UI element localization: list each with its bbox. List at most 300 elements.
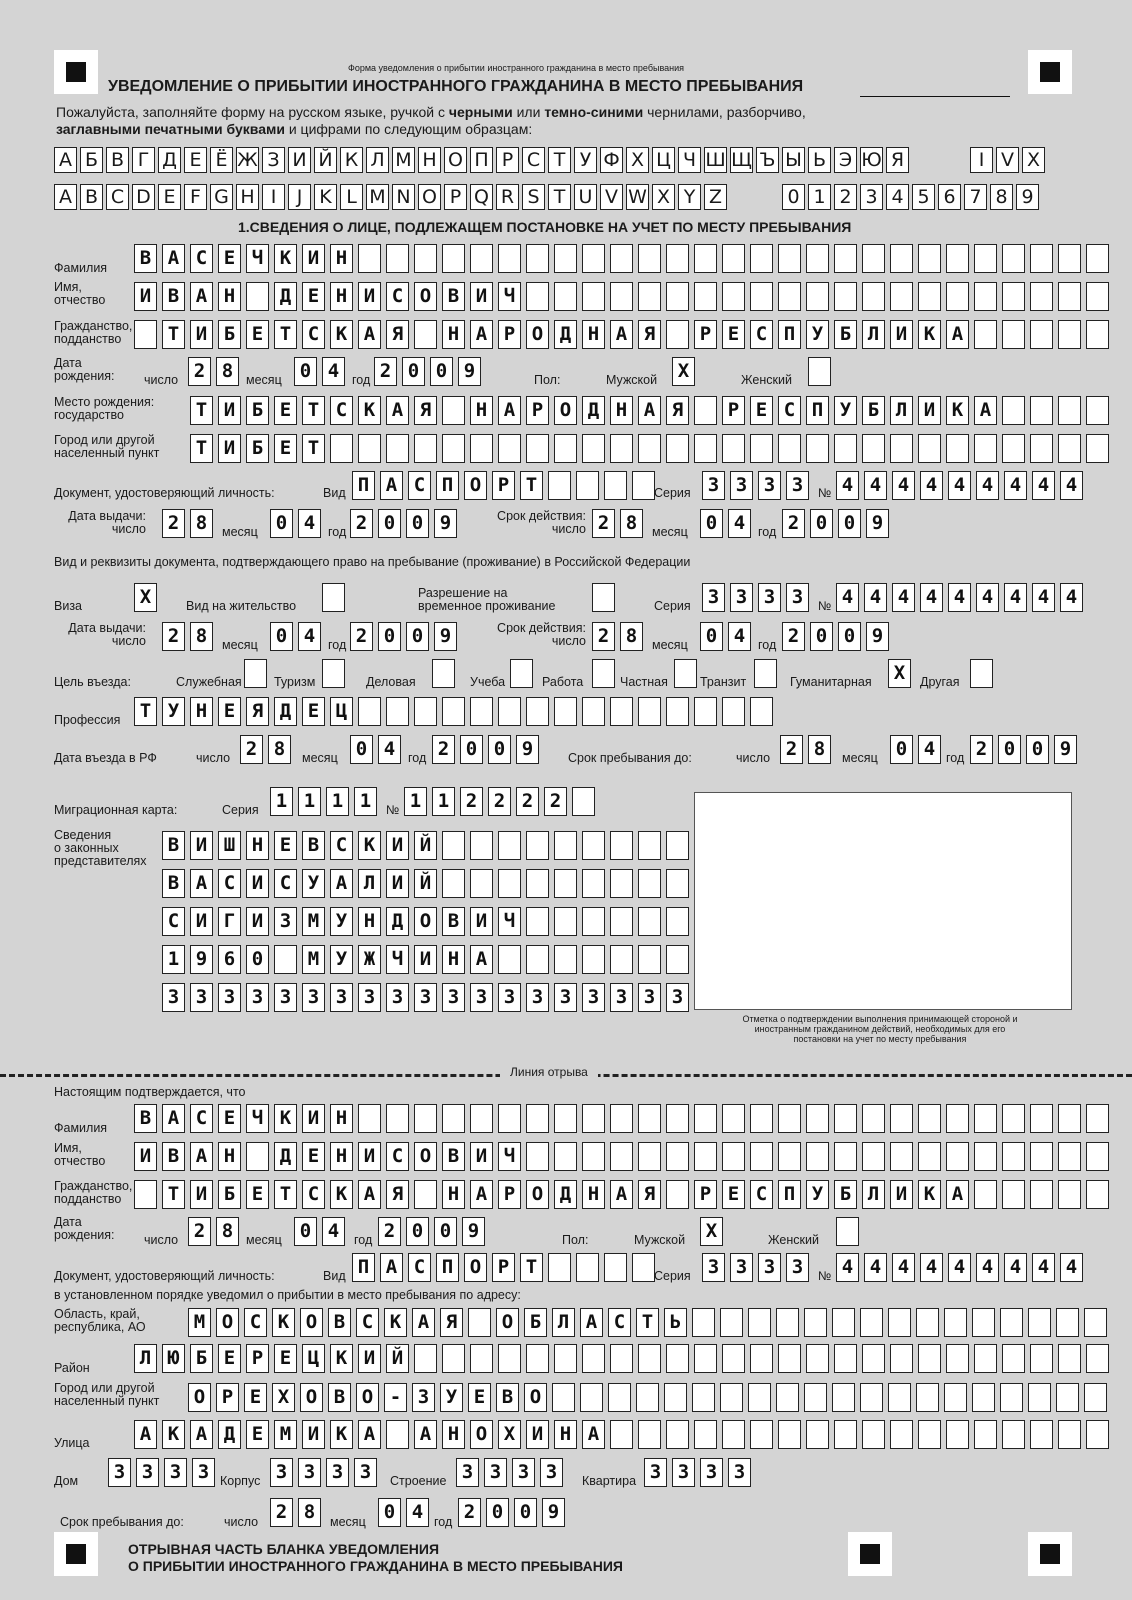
char-cell[interactable]: 9 — [462, 1217, 485, 1246]
char-cell[interactable] — [442, 396, 465, 425]
char-cell[interactable] — [974, 1142, 997, 1171]
char-cell[interactable] — [666, 697, 689, 726]
char-cell[interactable]: Й — [414, 831, 437, 860]
char-cell[interactable] — [890, 1104, 913, 1133]
char-cell[interactable]: Н — [330, 1104, 353, 1133]
char-cell[interactable]: 2 — [592, 622, 615, 651]
char-cell[interactable] — [694, 1104, 717, 1133]
char-cell[interactable] — [638, 697, 661, 726]
char-cell[interactable]: Б — [218, 1180, 241, 1209]
char-cell[interactable] — [748, 1308, 771, 1337]
char-cell[interactable]: 8 — [268, 735, 291, 764]
char-cell[interactable]: Ч — [246, 244, 269, 273]
char-cell[interactable] — [632, 1253, 655, 1282]
char-cell[interactable] — [778, 1142, 801, 1171]
char-cell[interactable]: А — [162, 244, 185, 273]
char-cell[interactable] — [1002, 244, 1025, 273]
char-cell[interactable]: А — [358, 320, 381, 349]
char-cell[interactable]: К — [384, 1308, 407, 1337]
char-cell[interactable]: 0 — [378, 509, 401, 538]
char-cell[interactable]: А — [330, 869, 353, 898]
char-cell[interactable] — [834, 1420, 857, 1449]
char-cell[interactable] — [666, 244, 689, 273]
migration-series-field[interactable] — [270, 787, 377, 816]
birth-year-field[interactable] — [374, 357, 481, 386]
char-cell[interactable]: 8 — [216, 1217, 239, 1246]
char-cell[interactable]: С — [330, 831, 353, 860]
char-cell[interactable]: Л — [862, 320, 885, 349]
char-cell[interactable] — [610, 907, 633, 936]
char-cell[interactable] — [754, 659, 777, 688]
char-cell[interactable]: 3 — [326, 1458, 349, 1487]
char-cell[interactable] — [1030, 1104, 1053, 1133]
char-cell[interactable]: О — [414, 1142, 437, 1171]
char-cell[interactable] — [1084, 1308, 1107, 1337]
char-cell[interactable]: 4 — [920, 1253, 943, 1282]
char-cell[interactable] — [414, 1104, 437, 1133]
char-cell[interactable] — [750, 1142, 773, 1171]
char-cell[interactable]: И — [246, 869, 269, 898]
char-cell[interactable] — [776, 1308, 799, 1337]
rep-line-5[interactable] — [162, 983, 689, 1012]
char-cell[interactable] — [748, 1383, 771, 1412]
char-cell[interactable]: 2 — [460, 787, 483, 816]
char-cell[interactable] — [832, 1383, 855, 1412]
char-cell[interactable]: В — [328, 1308, 351, 1337]
char-cell[interactable]: О — [496, 1308, 519, 1337]
char-cell[interactable] — [510, 659, 533, 688]
char-cell[interactable]: Е — [722, 320, 745, 349]
char-cell[interactable]: 0 — [378, 1498, 401, 1527]
stay-year-field[interactable] — [970, 735, 1077, 764]
char-cell[interactable] — [1030, 396, 1053, 425]
char-cell[interactable] — [638, 282, 661, 311]
char-cell[interactable] — [582, 907, 605, 936]
char-cell[interactable] — [1002, 320, 1025, 349]
char-cell[interactable]: 3 — [728, 1458, 751, 1487]
char-cell[interactable] — [580, 1383, 603, 1412]
char-cell[interactable]: 4 — [864, 471, 887, 500]
char-cell[interactable]: Е — [246, 1420, 269, 1449]
char-cell[interactable] — [610, 1104, 633, 1133]
char-cell[interactable]: 4 — [976, 471, 999, 500]
char-cell[interactable] — [582, 1142, 605, 1171]
char-cell[interactable]: Т — [274, 320, 297, 349]
char-cell[interactable] — [974, 1420, 997, 1449]
char-cell[interactable]: Н — [554, 1420, 577, 1449]
char-cell[interactable]: 9 — [434, 622, 457, 651]
char-cell[interactable] — [470, 1104, 493, 1133]
char-cell[interactable]: Я — [414, 396, 437, 425]
char-cell[interactable]: Ь — [664, 1308, 687, 1337]
char-cell[interactable]: 9 — [458, 357, 481, 386]
char-cell[interactable]: Н — [190, 697, 213, 726]
char-cell[interactable] — [610, 434, 633, 463]
char-cell[interactable]: Е — [218, 1344, 241, 1373]
char-cell[interactable]: Ю — [162, 1344, 185, 1373]
char-cell[interactable] — [1002, 282, 1025, 311]
char-cell[interactable]: А — [498, 396, 521, 425]
char-cell[interactable] — [498, 1344, 521, 1373]
char-cell[interactable] — [1058, 396, 1081, 425]
char-cell[interactable]: 3 — [386, 983, 409, 1012]
char-cell[interactable] — [722, 282, 745, 311]
char-cell[interactable] — [638, 1420, 661, 1449]
char-cell[interactable]: И — [134, 282, 157, 311]
char-cell[interactable] — [666, 1420, 689, 1449]
char-cell[interactable]: 3 — [786, 1253, 809, 1282]
char-cell[interactable]: Н — [582, 320, 605, 349]
char-cell[interactable]: П — [352, 1253, 375, 1282]
char-cell[interactable]: 6 — [218, 945, 241, 974]
char-cell[interactable] — [862, 1142, 885, 1171]
char-cell[interactable] — [1030, 1180, 1053, 1209]
char-cell[interactable] — [582, 945, 605, 974]
char-cell[interactable] — [666, 1142, 689, 1171]
char-cell[interactable] — [666, 869, 689, 898]
purpose-checkbox-private[interactable] — [674, 659, 697, 688]
char-cell[interactable] — [470, 1344, 493, 1373]
char-cell[interactable]: 4 — [836, 1253, 859, 1282]
char-cell[interactable]: Е — [274, 831, 297, 860]
char-cell[interactable] — [554, 1104, 577, 1133]
char-cell[interactable] — [750, 1104, 773, 1133]
char-cell[interactable] — [778, 434, 801, 463]
char-cell[interactable]: 3 — [758, 471, 781, 500]
char-cell[interactable]: О — [414, 907, 437, 936]
male-checkbox[interactable] — [672, 357, 695, 386]
char-cell[interactable]: 4 — [892, 471, 915, 500]
char-cell[interactable]: 3 — [470, 983, 493, 1012]
char-cell[interactable]: 4 — [1060, 583, 1083, 612]
char-cell[interactable] — [470, 434, 493, 463]
char-cell[interactable]: Б — [246, 396, 269, 425]
char-cell[interactable]: 1 — [354, 787, 377, 816]
char-cell[interactable] — [720, 1308, 743, 1337]
char-cell[interactable]: Н — [358, 907, 381, 936]
char-cell[interactable]: 9 — [866, 509, 889, 538]
char-cell[interactable] — [778, 1104, 801, 1133]
char-cell[interactable]: С — [608, 1308, 631, 1337]
tear-city-field[interactable] — [188, 1383, 1107, 1412]
char-cell[interactable] — [638, 1142, 661, 1171]
char-cell[interactable]: Р — [492, 1253, 515, 1282]
char-cell[interactable] — [832, 1308, 855, 1337]
char-cell[interactable]: 4 — [920, 583, 943, 612]
tear-birth-year-field[interactable] — [378, 1217, 485, 1246]
char-cell[interactable] — [468, 1308, 491, 1337]
char-cell[interactable] — [918, 1420, 941, 1449]
char-cell[interactable]: 3 — [702, 471, 725, 500]
char-cell[interactable]: Е — [274, 396, 297, 425]
char-cell[interactable]: 3 — [644, 1458, 667, 1487]
char-cell[interactable]: 4 — [1032, 1253, 1055, 1282]
char-cell[interactable]: Д — [582, 396, 605, 425]
char-cell[interactable]: С — [190, 244, 213, 273]
char-cell[interactable]: 3 — [246, 983, 269, 1012]
char-cell[interactable]: - — [384, 1383, 407, 1412]
purpose-checkbox-tourism[interactable] — [322, 659, 345, 688]
tear-birth-day-field[interactable] — [188, 1217, 239, 1246]
char-cell[interactable]: 0 — [890, 735, 913, 764]
char-cell[interactable]: Е — [218, 244, 241, 273]
char-cell[interactable] — [526, 907, 549, 936]
char-cell[interactable] — [1000, 1308, 1023, 1337]
char-cell[interactable] — [1086, 434, 1109, 463]
char-cell[interactable]: 0 — [700, 622, 723, 651]
char-cell[interactable] — [414, 1180, 437, 1209]
char-cell[interactable] — [806, 244, 829, 273]
char-cell[interactable]: И — [470, 1142, 493, 1171]
char-cell[interactable]: У — [806, 1180, 829, 1209]
char-cell[interactable] — [386, 1420, 409, 1449]
char-cell[interactable] — [694, 1142, 717, 1171]
char-cell[interactable] — [946, 1142, 969, 1171]
char-cell[interactable] — [834, 1344, 857, 1373]
tear-citizenship-field[interactable] — [134, 1180, 1109, 1209]
char-cell[interactable]: А — [380, 1253, 403, 1282]
rep-line-2[interactable] — [162, 869, 689, 898]
char-cell[interactable] — [1058, 1420, 1081, 1449]
stay-day-field[interactable] — [780, 735, 831, 764]
char-cell[interactable]: С — [386, 282, 409, 311]
char-cell[interactable] — [554, 244, 577, 273]
char-cell[interactable] — [1028, 1308, 1051, 1337]
char-cell[interactable]: У — [330, 907, 353, 936]
char-cell[interactable] — [442, 1344, 465, 1373]
char-cell[interactable] — [604, 1253, 627, 1282]
char-cell[interactable]: 3 — [162, 983, 185, 1012]
char-cell[interactable]: В — [162, 831, 185, 860]
char-cell[interactable]: О — [414, 282, 437, 311]
char-cell[interactable]: Б — [218, 320, 241, 349]
char-cell[interactable] — [862, 1420, 885, 1449]
char-cell[interactable]: И — [218, 434, 241, 463]
char-cell[interactable]: Т — [274, 1180, 297, 1209]
char-cell[interactable]: Л — [890, 396, 913, 425]
char-cell[interactable]: О — [524, 1383, 547, 1412]
char-cell[interactable] — [694, 282, 717, 311]
char-cell[interactable]: 4 — [948, 583, 971, 612]
char-cell[interactable]: 8 — [620, 622, 643, 651]
char-cell[interactable]: М — [302, 945, 325, 974]
char-cell[interactable] — [692, 1383, 715, 1412]
migration-number-field[interactable] — [404, 787, 595, 816]
char-cell[interactable] — [666, 907, 689, 936]
char-cell[interactable] — [722, 1104, 745, 1133]
issue-month-field[interactable] — [270, 509, 321, 538]
right-number-field[interactable] — [836, 583, 1083, 612]
citizenship-field[interactable] — [134, 320, 1109, 349]
char-cell[interactable] — [750, 244, 773, 273]
char-cell[interactable]: М — [188, 1308, 211, 1337]
char-cell[interactable] — [414, 320, 437, 349]
char-cell[interactable] — [750, 282, 773, 311]
char-cell[interactable] — [916, 1383, 939, 1412]
char-cell[interactable]: Б — [524, 1308, 547, 1337]
char-cell[interactable]: А — [638, 396, 661, 425]
char-cell[interactable]: 2 — [240, 735, 263, 764]
char-cell[interactable]: Н — [442, 945, 465, 974]
char-cell[interactable]: А — [946, 1180, 969, 1209]
char-cell[interactable] — [1030, 244, 1053, 273]
char-cell[interactable]: Е — [302, 1142, 325, 1171]
char-cell[interactable]: 4 — [1004, 583, 1027, 612]
char-cell[interactable]: Е — [302, 697, 325, 726]
char-cell[interactable] — [890, 244, 913, 273]
char-cell[interactable]: И — [134, 1142, 157, 1171]
char-cell[interactable] — [498, 945, 521, 974]
char-cell[interactable] — [1086, 320, 1109, 349]
char-cell[interactable]: 3 — [512, 1458, 535, 1487]
char-cell[interactable]: 3 — [786, 583, 809, 612]
char-cell[interactable] — [974, 1104, 997, 1133]
char-cell[interactable] — [414, 697, 437, 726]
char-cell[interactable] — [888, 1383, 911, 1412]
char-cell[interactable] — [442, 434, 465, 463]
char-cell[interactable] — [860, 1383, 883, 1412]
char-cell[interactable]: 3 — [354, 1458, 377, 1487]
char-cell[interactable]: К — [946, 396, 969, 425]
char-cell[interactable] — [806, 1420, 829, 1449]
char-cell[interactable]: В — [134, 1104, 157, 1133]
char-cell[interactable] — [804, 1383, 827, 1412]
char-cell[interactable] — [1058, 1142, 1081, 1171]
char-cell[interactable]: А — [190, 282, 213, 311]
char-cell[interactable]: 0 — [270, 509, 293, 538]
char-cell[interactable] — [1030, 1344, 1053, 1373]
purpose-checkbox-work[interactable] — [592, 659, 615, 688]
char-cell[interactable]: О — [464, 471, 487, 500]
char-cell[interactable] — [470, 831, 493, 860]
char-cell[interactable]: Л — [862, 1180, 885, 1209]
char-cell[interactable]: 3 — [190, 983, 213, 1012]
char-cell[interactable]: 3 — [702, 583, 725, 612]
char-cell[interactable]: А — [610, 1180, 633, 1209]
char-cell[interactable]: Н — [330, 282, 353, 311]
char-cell[interactable] — [946, 1104, 969, 1133]
char-cell[interactable]: Б — [190, 1344, 213, 1373]
char-cell[interactable]: А — [358, 1180, 381, 1209]
char-cell[interactable]: 4 — [1004, 1253, 1027, 1282]
purpose-checkbox-humanitarian[interactable] — [888, 659, 911, 688]
char-cell[interactable]: Ч — [246, 1104, 269, 1133]
char-cell[interactable]: Н — [246, 831, 269, 860]
char-cell[interactable] — [664, 1383, 687, 1412]
char-cell[interactable] — [552, 1383, 575, 1412]
char-cell[interactable]: 3 — [758, 1253, 781, 1282]
char-cell[interactable]: О — [188, 1383, 211, 1412]
char-cell[interactable]: С — [244, 1308, 267, 1337]
char-cell[interactable]: 3 — [302, 983, 325, 1012]
char-cell[interactable]: 0 — [838, 622, 861, 651]
char-cell[interactable]: 4 — [322, 357, 345, 386]
char-cell[interactable] — [554, 869, 577, 898]
char-cell[interactable] — [890, 1142, 913, 1171]
r-issue-day-field[interactable] — [162, 622, 213, 651]
char-cell[interactable] — [666, 434, 689, 463]
char-cell[interactable] — [554, 945, 577, 974]
char-cell[interactable]: И — [246, 907, 269, 936]
char-cell[interactable]: 2 — [780, 735, 803, 764]
char-cell[interactable] — [806, 282, 829, 311]
char-cell[interactable]: Т — [302, 434, 325, 463]
char-cell[interactable] — [1058, 1180, 1081, 1209]
char-cell[interactable]: 3 — [638, 983, 661, 1012]
char-cell[interactable]: Х — [498, 1420, 521, 1449]
char-cell[interactable]: 4 — [728, 509, 751, 538]
char-cell[interactable] — [720, 1383, 743, 1412]
char-cell[interactable]: Н — [442, 320, 465, 349]
char-cell[interactable]: Д — [274, 697, 297, 726]
char-cell[interactable] — [1058, 282, 1081, 311]
char-cell[interactable]: И — [302, 1104, 325, 1133]
char-cell[interactable]: П — [778, 320, 801, 349]
char-cell[interactable]: 0 — [430, 357, 453, 386]
char-cell[interactable]: 4 — [406, 1498, 429, 1527]
char-cell[interactable] — [694, 1344, 717, 1373]
tear-stay-year-field[interactable] — [458, 1498, 565, 1527]
char-cell[interactable]: 3 — [484, 1458, 507, 1487]
char-cell[interactable] — [548, 1253, 571, 1282]
char-cell[interactable]: Е — [750, 396, 773, 425]
char-cell[interactable]: 4 — [1004, 471, 1027, 500]
char-cell[interactable]: 4 — [298, 509, 321, 538]
char-cell[interactable] — [806, 434, 829, 463]
char-cell[interactable] — [358, 1104, 381, 1133]
char-cell[interactable]: П — [436, 1253, 459, 1282]
issue-day-field[interactable] — [162, 509, 213, 538]
valid-day-field[interactable] — [592, 509, 643, 538]
char-cell[interactable]: А — [946, 320, 969, 349]
char-cell[interactable] — [1002, 1344, 1025, 1373]
char-cell[interactable]: Р — [216, 1383, 239, 1412]
char-cell[interactable] — [498, 697, 521, 726]
char-cell[interactable]: К — [918, 320, 941, 349]
char-cell[interactable] — [470, 869, 493, 898]
char-cell[interactable] — [916, 1308, 939, 1337]
doc-kind-field[interactable] — [352, 471, 655, 500]
purpose-checkbox-business[interactable] — [432, 659, 455, 688]
char-cell[interactable]: Т — [134, 697, 157, 726]
char-cell[interactable] — [638, 907, 661, 936]
char-cell[interactable] — [526, 282, 549, 311]
char-cell[interactable]: 4 — [864, 1253, 887, 1282]
char-cell[interactable]: Ц — [302, 1344, 325, 1373]
char-cell[interactable] — [836, 1217, 859, 1246]
char-cell[interactable]: 0 — [378, 622, 401, 651]
char-cell[interactable] — [498, 244, 521, 273]
char-cell[interactable] — [572, 787, 595, 816]
char-cell[interactable] — [610, 1142, 633, 1171]
char-cell[interactable]: Е — [274, 1344, 297, 1373]
char-cell[interactable] — [582, 869, 605, 898]
char-cell[interactable]: X — [672, 357, 695, 386]
char-cell[interactable]: С — [778, 396, 801, 425]
char-cell[interactable] — [974, 1344, 997, 1373]
char-cell[interactable]: И — [386, 831, 409, 860]
char-cell[interactable]: 3 — [702, 1253, 725, 1282]
char-cell[interactable]: Я — [246, 697, 269, 726]
char-cell[interactable] — [526, 945, 549, 974]
char-cell[interactable] — [386, 434, 409, 463]
char-cell[interactable]: 9 — [1054, 735, 1077, 764]
char-cell[interactable]: К — [358, 831, 381, 860]
char-cell[interactable] — [974, 1180, 997, 1209]
char-cell[interactable]: 0 — [406, 509, 429, 538]
tear-surname-field[interactable] — [134, 1104, 1109, 1133]
char-cell[interactable] — [1030, 434, 1053, 463]
